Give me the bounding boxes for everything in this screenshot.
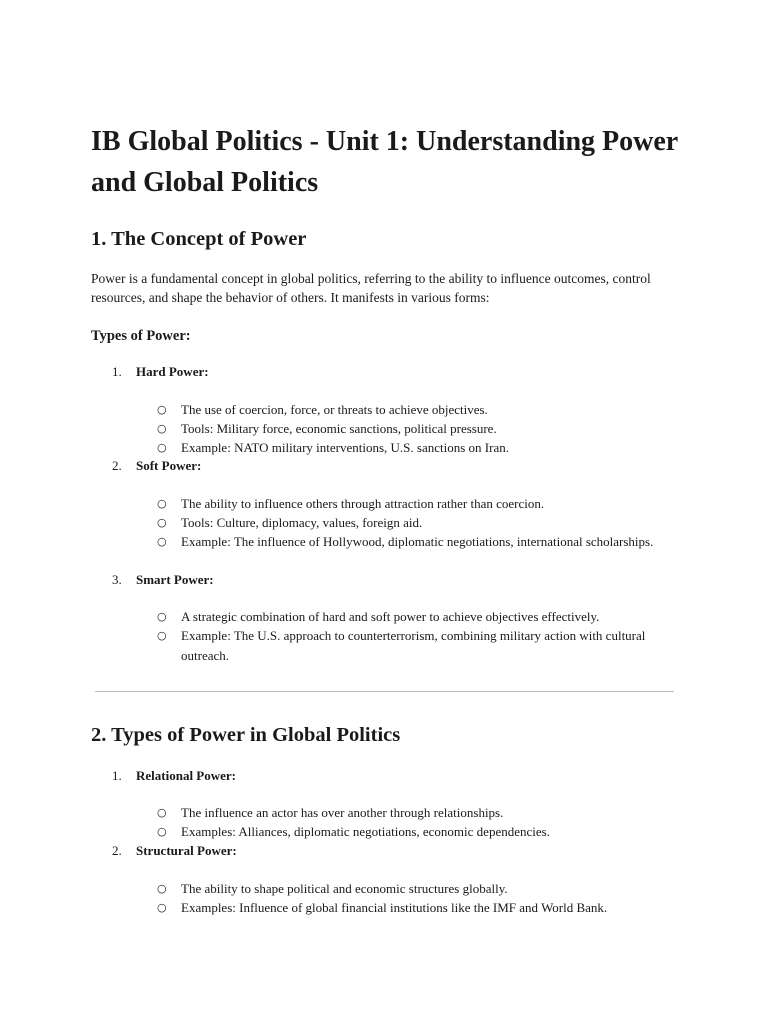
document-title: IB Global Politics - Unit 1: Understanding Power and Global Politics bbox=[91, 126, 678, 198]
list-number: 1. bbox=[112, 364, 122, 379]
sub-list-text: Examples: Influence of global financial institutions like the IMF and World Bank. bbox=[181, 900, 608, 915]
sub-list-text: The ability to influence others through attraction rather than coercion. bbox=[181, 496, 545, 511]
sub-list-text: The influence an actor has over another through relationships. bbox=[181, 805, 504, 820]
sub-list-text: Tools: Military force, economic sanctions, political pressure. bbox=[181, 421, 497, 436]
sub-list-text: The ability to shape political and economic structures globally. bbox=[181, 881, 508, 896]
list-number: 3. bbox=[112, 572, 122, 587]
circle-bullet-icon: ○ bbox=[157, 403, 167, 416]
sub-list-text: Example: The influence of Hollywood, diplomatic negotiations, international scholarships. bbox=[181, 534, 654, 549]
sub-list-text: Tools: Culture, diplomacy, values, foreign aid. bbox=[181, 515, 423, 530]
types-of-power-subheading: Types of Power: bbox=[91, 328, 191, 344]
circle-bullet-icon: ○ bbox=[157, 806, 167, 819]
list-number: 1. bbox=[112, 768, 122, 783]
list-label: Relational Power: bbox=[136, 768, 237, 783]
sub-list-text: A strategic combination of hard and soft power to achieve objectives effectively. bbox=[181, 609, 600, 624]
sub-list-text: Example: The U.S. approach to counterterrorism, combining military action with cultural outreach. bbox=[181, 628, 646, 663]
list-number: 2. bbox=[112, 843, 122, 858]
circle-bullet-icon: ○ bbox=[157, 610, 167, 623]
sub-list-text: Example: NATO military interventions, U.S. sanctions on Iran. bbox=[181, 440, 509, 455]
circle-bullet-icon: ○ bbox=[157, 497, 167, 510]
circle-bullet-icon: ○ bbox=[157, 422, 167, 435]
sub-list-text: The use of coercion, force, or threats to achieve objectives. bbox=[181, 402, 488, 417]
circle-bullet-icon: ○ bbox=[157, 901, 167, 914]
list-label: Structural Power: bbox=[136, 843, 237, 858]
section-heading-types-of-power: 2. Types of Power in Global Politics bbox=[91, 724, 401, 746]
list-label: Hard Power: bbox=[136, 364, 209, 379]
circle-bullet-icon: ○ bbox=[157, 882, 167, 895]
list-number: 2. bbox=[112, 458, 122, 473]
circle-bullet-icon: ○ bbox=[157, 825, 167, 838]
section-heading-concept-of-power: 1. The Concept of Power bbox=[91, 228, 307, 250]
section-intro-paragraph: Power is a fundamental concept in global politics, referring to the ability to influence outcomes, control resources, and shape the behavior of others. It manifests in various forms: bbox=[91, 271, 651, 305]
list-label: Smart Power: bbox=[136, 572, 214, 587]
circle-bullet-icon: ○ bbox=[157, 516, 167, 529]
sub-list-text: Examples: Alliances, diplomatic negotiations, economic dependencies. bbox=[181, 824, 550, 839]
list-label: Soft Power: bbox=[136, 458, 202, 473]
circle-bullet-icon: ○ bbox=[157, 629, 167, 642]
circle-bullet-icon: ○ bbox=[157, 441, 167, 454]
circle-bullet-icon: ○ bbox=[157, 535, 167, 548]
horizontal-divider bbox=[95, 691, 674, 692]
